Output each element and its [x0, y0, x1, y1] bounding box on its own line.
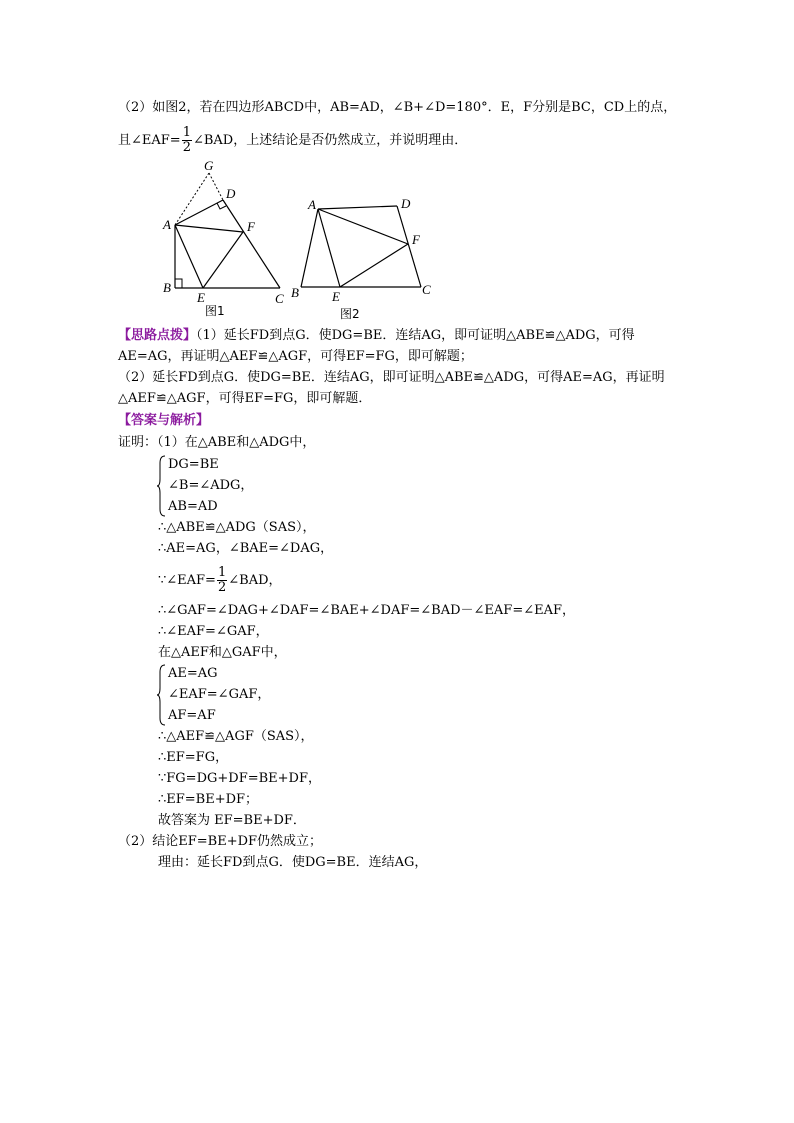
fraction-denominator: 2: [217, 580, 227, 595]
label-c: C: [275, 291, 284, 306]
answer-line-3: ∴AE=AG，∠BAE=∠DAG，: [158, 541, 334, 556]
system-1-eq-1: DG=BE: [168, 457, 219, 472]
fraction-numerator: 1: [217, 565, 227, 580]
dashed-ag: [175, 173, 209, 225]
fraction: [217, 566, 227, 595]
system-1: [168, 454, 253, 517]
label-a: A: [163, 217, 171, 232]
edge-ef: [203, 232, 243, 288]
label-d: D: [226, 186, 236, 201]
hint-line-2: AE=AG，再证明△AEF≌△AGF，可得EF=FG，即可解题；: [118, 349, 473, 364]
label-b: B: [163, 280, 171, 295]
edge-ef: [340, 244, 408, 287]
figure-2-caption: 图2: [340, 307, 360, 321]
problem-line-2: [118, 126, 467, 155]
system-2-eq-1: AE=AG: [168, 666, 218, 681]
problem-line-1: （2）如图2，若在四边形ABCD中，AB=AD，∠B+∠D=180°．E，F分别是BC，CD上的点，: [118, 100, 677, 115]
system-1-eq-3: AB=AD: [168, 499, 218, 514]
answer-line-2: ∴△ABE≌△ADG（SAS），: [158, 520, 316, 535]
label-a: A: [308, 197, 316, 212]
answer-line-9: ∴EF=FG，: [158, 750, 229, 765]
answer-line-4-pre: ∵∠EAF=: [158, 573, 216, 588]
edge-af: [318, 209, 408, 244]
label-c: C: [422, 282, 431, 297]
hint-heading: 【思路点拨】: [118, 328, 197, 343]
label-f: F: [412, 232, 420, 247]
system-2-eq-3: AF=AF: [168, 708, 216, 723]
hint-line-1: [118, 326, 635, 346]
answer-line-4-post: ∠BAD，: [228, 573, 282, 588]
hint-line-3: （2）延长FD到点G．使DG=BE．连结AG，即可证明△ABE≌△ADG，可得AE=AG，再证明: [118, 370, 665, 385]
answer-line-13: （2）结论EF=BE+DF仍然成立；: [118, 834, 323, 849]
right-angle-d: [217, 203, 226, 209]
hint-line-4: △AEF≌△AGF，可得EF=FG，即可解题．: [118, 391, 372, 406]
answer-line-12: 故答案为 EF=BE+DF．: [158, 813, 306, 828]
edge-ae: [318, 209, 340, 287]
brace-1: [156, 455, 166, 517]
answer-line-6: ∴∠EAF=∠GAF，: [158, 624, 269, 639]
system-1-eq-2: ∠B=∠ADG，: [168, 478, 254, 493]
answer-line-5: ∴∠GAF=∠DAG+∠DAF=∠BAE+∠DAF=∠BAD－∠EAF=∠EAF，: [158, 603, 576, 618]
label-g: G: [204, 158, 214, 173]
label-b: B: [291, 285, 299, 300]
answer-line-11: ∴EF=BE+DF；: [158, 792, 259, 807]
problem-line-2-pre: 且∠EAF=: [118, 133, 181, 148]
right-angle-b: [175, 279, 182, 288]
answer-line-10: ∵FG=DG+DF=BE+DF，: [158, 771, 321, 786]
label-d: D: [401, 196, 411, 211]
hint-text-1: （1）延长FD到点G．使DG=BE．连结AG，即可证明△ABE≌△ADG，可得: [196, 328, 635, 343]
fraction-denominator: 2: [182, 140, 191, 155]
edge-ad: [318, 206, 397, 209]
label-e: E: [197, 290, 205, 305]
answer-line-8: ∴△AEF≌△AGF（SAS），: [158, 729, 314, 744]
answer-heading: 【答案与解析】: [118, 413, 210, 428]
dashed-gd: [209, 173, 223, 200]
edge-ad: [175, 200, 223, 225]
answer-line-4: [158, 566, 282, 595]
figure-2: [285, 190, 440, 325]
answer-line-1: 证明：（1）在△ABE和△ADG中，: [118, 435, 316, 450]
figure-1: [155, 155, 295, 320]
answer-line-7: 在△AEF和△GAF中，: [158, 645, 287, 660]
system-2-eq-2: ∠EAF=∠GAF，: [168, 687, 271, 702]
label-e: E: [332, 289, 340, 304]
answer-line-14: 理由：延长FD到点G．使DG=BE．连结AG，: [158, 855, 428, 870]
figure-1-caption: 图1: [205, 304, 225, 318]
brace-2: [156, 664, 166, 726]
fraction: [182, 126, 192, 155]
edge-af: [175, 225, 243, 232]
problem-line-2-post: ∠BAD，上述结论是否仍然成立，并说明理由．: [192, 133, 468, 148]
edge-dc: [223, 200, 280, 288]
system-2: [168, 663, 270, 726]
label-f: F: [247, 219, 255, 234]
fraction-numerator: 1: [182, 125, 191, 140]
edge-ab: [301, 209, 318, 287]
